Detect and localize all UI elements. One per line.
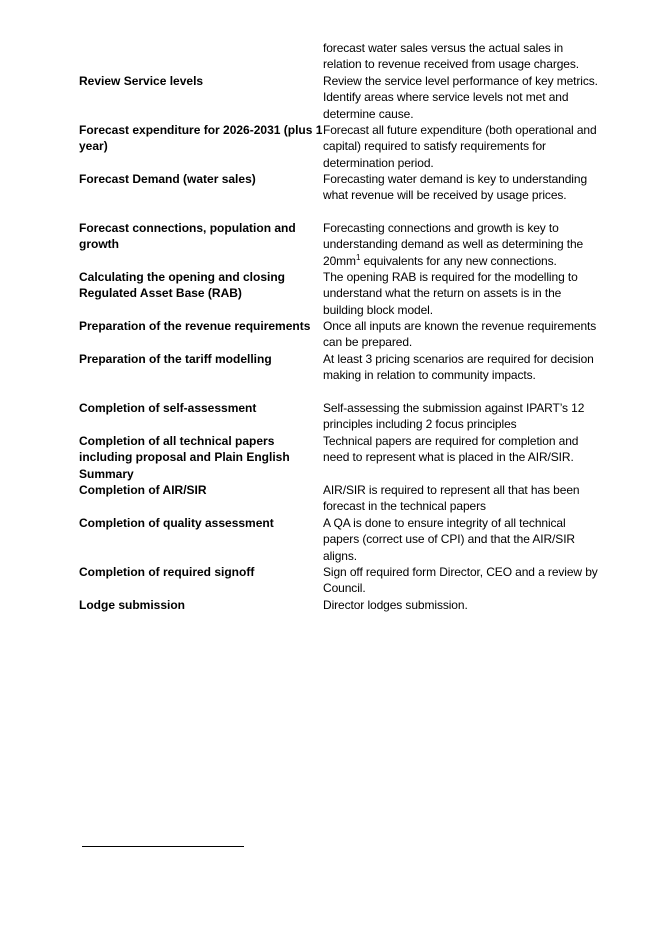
task-description: Self-assessing the submission against IPART’s 12 principles including 2 focus principles xyxy=(323,401,585,432)
table-row xyxy=(79,318,599,351)
tasks-table xyxy=(79,40,599,614)
task-description: Forecasting water demand is key to understanding what revenue will be received by usage prices. xyxy=(323,172,588,203)
task-label: Forecast Demand (water sales) xyxy=(79,172,256,186)
task-description: A QA is done to ensure integrity of all technical papers (correct use of CPI) and that the AIR/SIR aligns. xyxy=(323,516,575,563)
task-description: Sign off required form Director, CEO and a review by Council. xyxy=(323,565,598,596)
task-description: Director lodges submission. xyxy=(323,598,468,612)
task-label: Completion of all technical papers including proposal and Plain English Summary xyxy=(79,434,290,481)
table-row xyxy=(79,40,599,73)
description-text: Forecasting connections and growth is key to understanding demand as well as determining the 20mm xyxy=(323,221,584,268)
table-row xyxy=(79,351,599,400)
table-row xyxy=(79,482,599,515)
table-row xyxy=(79,269,599,318)
task-description: Once all inputs are known the revenue requirements can be prepared. xyxy=(323,319,597,350)
task-label: Preparation of the tariff modelling xyxy=(79,352,272,366)
table-row xyxy=(79,73,599,122)
task-label: Completion of quality assessment xyxy=(79,516,274,530)
task-label: Preparation of the revenue requirements xyxy=(79,319,311,333)
task-label: Lodge submission xyxy=(79,598,186,612)
task-description: The opening RAB is required for the modelling to understand what the return on assets is in the building block model. xyxy=(323,270,578,317)
table-row xyxy=(79,220,599,269)
footnote-marker: 1 xyxy=(355,252,361,262)
task-label: Forecast expenditure for 2026-2031 (plus 1 year) xyxy=(79,123,323,154)
table-row xyxy=(79,122,599,171)
task-label: Review Service levels xyxy=(79,74,204,88)
task-description: Technical papers are required for completion and need to represent what is placed in the AIR/SIR. xyxy=(323,434,579,465)
task-label: Forecast connections, population and growth xyxy=(79,221,296,252)
task-description: Forecast all future expenditure (both operational and capital) required to satisfy requirements for determination period. xyxy=(323,123,597,170)
task-label: Completion of self-assessment xyxy=(79,401,257,415)
table-row xyxy=(79,515,599,564)
task-description xyxy=(323,220,599,269)
table-row xyxy=(79,597,599,614)
description-text: equivalents for any new connections. xyxy=(360,253,557,268)
task-label: Calculating the opening and closing Regulated Asset Base (RAB) xyxy=(79,270,286,301)
table-row xyxy=(79,171,599,220)
task-description: forecast water sales versus the actual sales in relation to revenue received from usage charges. xyxy=(323,41,580,72)
task-label: Completion of required signoff xyxy=(79,565,255,579)
footnote-separator xyxy=(82,846,244,847)
task-label: Completion of AIR/SIR xyxy=(79,483,207,497)
table-row xyxy=(79,564,599,597)
task-description: Review the service level performance of key metrics. Identify areas where service levels not met and determine cause. xyxy=(323,74,598,121)
table-row xyxy=(79,433,599,482)
task-description: At least 3 pricing scenarios are required for decision making in relation to community impacts. xyxy=(323,352,594,383)
task-description: AIR/SIR is required to represent all that has been forecast in the technical papers xyxy=(323,483,580,514)
table-row xyxy=(79,400,599,433)
